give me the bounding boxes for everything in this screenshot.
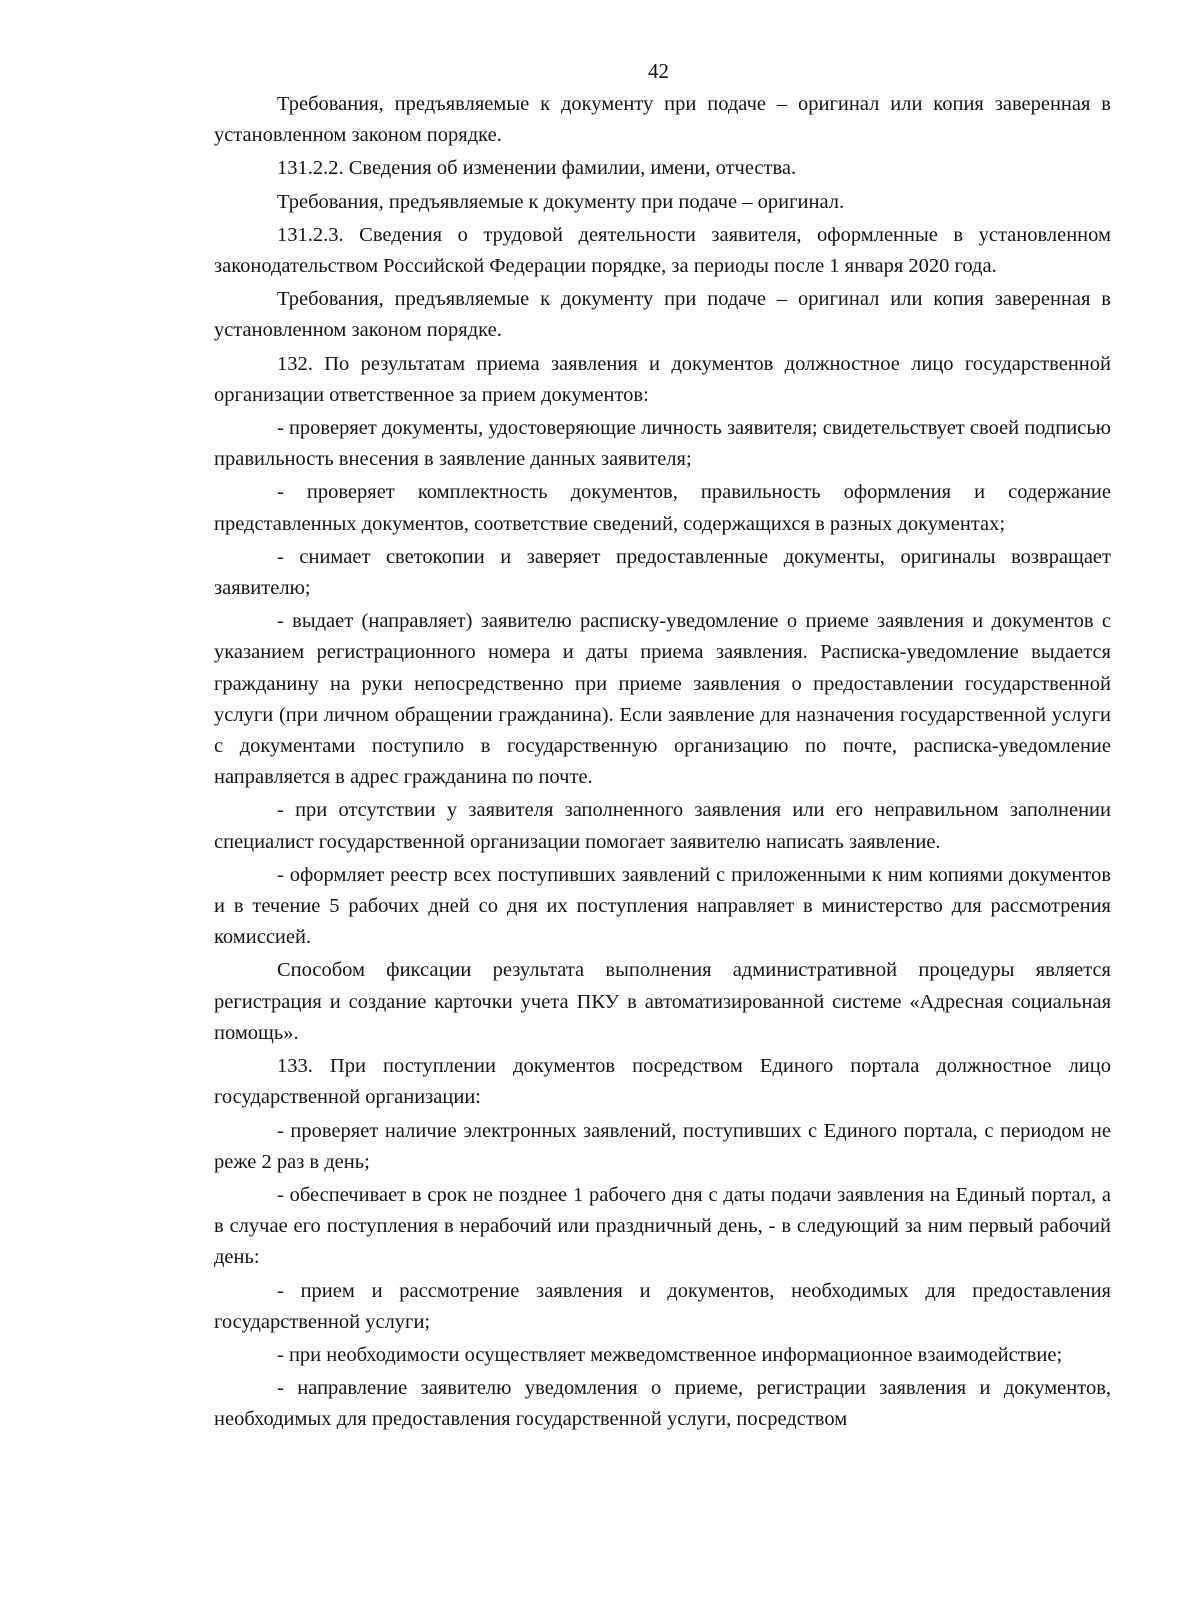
paragraph-133: 133. При поступлении документов посредством Единого портала должностное лицо государственной организации: xyxy=(214,1055,1111,1109)
list-item-registry: - оформляет реестр всех поступивших заявлений с приложенными к ним копиями документов и в течение 5 рабочих дней со дня их поступления направляет в министерство для рассмотрения комиссией. xyxy=(214,863,1111,949)
paragraph-requirements-1: Требования, предъявляемые к документу при подаче – оригинал или копия заверенная в установленном законом порядке. xyxy=(214,93,1111,147)
paragraph-131-2-3: 131.2.3. Сведения о трудовой деятельности заявителя, оформленные в установленном законодательством Российской Федерации порядке, за периоды после 1 января 2020 года. xyxy=(214,223,1111,278)
list-item-notification: - направление заявителю уведомления о приеме, регистрации заявления и документов, необходимых для предоставления государственной услуги, посредством xyxy=(214,1377,1111,1431)
list-item-help-filling: - при отсутствии у заявителя заполненного заявления или его неправильном заполнении специалист государственной организации помогает заявителю написать заявление. xyxy=(214,799,1111,853)
list-item-check-completeness: - проверяет комплектность документов, правильность оформления и содержание представленных документов, соответствие сведений, содержащихся в разных документах; xyxy=(214,481,1111,535)
list-item-reception-review: - прием и рассмотрение заявления и документов, необходимых для предоставления государственной услуги; xyxy=(214,1279,1111,1333)
paragraph-fixation: Способом фиксации результата выполнения административной процедуры является регистрация и создание карточки учета ПКУ в автоматизированной системе «Адресная социальная помощь». xyxy=(214,959,1111,1044)
list-item-check-identity: - проверяет документы, удостоверяющие личность заявителя; свидетельствует своей подписью правильность внесения в заявление данных заявителя; xyxy=(214,417,1111,471)
list-item-interagency: - при необходимости осуществляет межведомственное информационное взаимодействие; xyxy=(277,1343,1063,1366)
document-page xyxy=(214,56,1111,1436)
list-item-receipt: - выдает (направляет) заявителю расписку-уведомление о приеме заявления и документов с указанием регистрационного номера и даты приема заявления. Расписка-уведомление выдается гражданину на руки непосредственно при приеме заявления о предоставлении государственной услуги (при личном обращении гражданина). Если заявление для назначения государственной услуги с документами поступило в государственную организацию по почте, расписка-уведомление направляется в адрес гражданина по почте. xyxy=(214,610,1111,789)
list-item-check-electronic: - проверяет наличие электронных заявлений, поступивших с Единого портала, с периодом не реже 2 раз в день; xyxy=(214,1119,1111,1173)
paragraph-requirements-3: Требования, предъявляемые к документу при подаче – оригинал или копия заверенная в установленном законом порядке. xyxy=(214,288,1111,342)
paragraph-132: 132. По результатам приема заявления и документов должностное лицо государственной организации ответственное за прием документов: xyxy=(214,352,1111,406)
page-number: 42 xyxy=(648,59,669,83)
paragraph-131-2-2: 131.2.2. Сведения об изменении фамилии, имени, отчества. xyxy=(277,157,797,180)
list-item-ensures-deadline: - обеспечивает в срок не позднее 1 рабочего дня с даты подачи заявления на Единый портал, а в случае его поступления в нерабочий или праздничный день, - в следующий за ним первый рабочий день: xyxy=(214,1183,1111,1269)
paragraph-requirements-2: Требования, предъявляемые к документу при подаче – оригинал. xyxy=(277,190,845,213)
list-item-copies: - снимает светокопии и заверяет предоставленные документы, оригиналы возвращает заявителю; xyxy=(214,545,1111,600)
